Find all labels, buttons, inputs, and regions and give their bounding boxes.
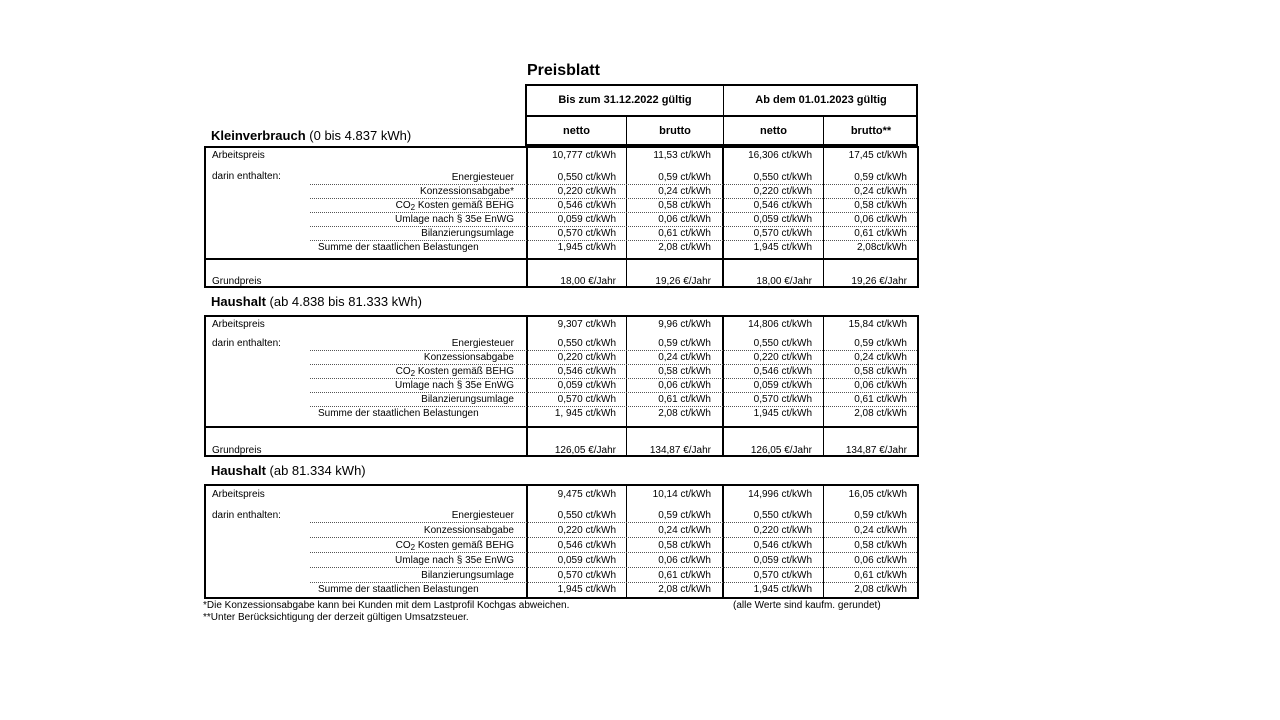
summe-brutto-2023: 2,08ct/kWh [856, 242, 907, 253]
grundpreis-netto-2023: 18,00 €/Jahr [756, 276, 812, 287]
umlage-brutto-2023: 0,06 ct/kWh [854, 380, 907, 391]
co2-kosten-label: $CO_2$ Kosten gemäß BEHG [395, 200, 514, 212]
umlage-brutto-2023: 0,06 ct/kWh [854, 555, 907, 566]
bilanz-brutto-2022: 0,61 ct/kWh [658, 228, 711, 239]
bilanz-netto-2023: 0,570 ct/kWh [753, 228, 812, 239]
summe-netto-2022: 1,945 ct/kWh [557, 242, 616, 253]
arbeitspreis-label: Arbeitspreis [212, 489, 265, 500]
umlage-netto-2023: 0,059 ct/kWh [753, 555, 812, 566]
umlage-brutto-2023: 0,06 ct/kWh [854, 214, 907, 225]
konzession-netto-2022: 0,220 ct/kWh [557, 525, 616, 536]
co2-kosten-label: $CO_2$ Kosten gemäß BEHG [395, 366, 514, 378]
bilanz-netto-2022: 0,570 ct/kWh [557, 570, 616, 581]
konzession-netto-2022: 0,220 ct/kWh [557, 352, 616, 363]
konzession-brutto-2022: 0,24 ct/kWh [658, 186, 711, 197]
co2-netto-2022: 0,546 ct/kWh [557, 200, 616, 211]
arbeitspreis-netto-2023: 14,996 ct/kWh [748, 489, 812, 500]
konzession-brutto-2023: 0,24 ct/kWh [854, 352, 907, 363]
umlage-netto-2022: 0,059 ct/kWh [557, 555, 616, 566]
arbeitspreis-netto-2022: 9,307 ct/kWh [557, 319, 616, 330]
co2-netto-2022: 0,546 ct/kWh [557, 540, 616, 551]
co2-brutto-2023: 0,58 ct/kWh [854, 200, 907, 211]
energiesteuer-netto-2023: 0,550 ct/kWh [753, 338, 812, 349]
arbeitspreis-netto-2022: 10,777 ct/kWh [552, 150, 616, 161]
summe-brutto-2023: 2,08 ct/kWh [854, 584, 907, 595]
bilanz-netto-2023: 0,570 ct/kWh [753, 394, 812, 405]
bilanz-brutto-2023: 0,61 ct/kWh [854, 570, 907, 581]
arbeitspreis-brutto-2022: 9,96 ct/kWh [658, 319, 711, 330]
bilanz-brutto-2022: 0,61 ct/kWh [658, 570, 711, 581]
summe-brutto-2022: 2,08 ct/kWh [658, 408, 711, 419]
arbeitspreis-netto-2022: 9,475 ct/kWh [557, 489, 616, 500]
summe-label: Summe der staatlichen Belastungen [318, 242, 479, 253]
energiesteuer-netto-2022: 0,550 ct/kWh [557, 510, 616, 521]
energiesteuer-brutto-2022: 0,59 ct/kWh [658, 172, 711, 183]
energiesteuer-label: Energiesteuer [451, 510, 514, 521]
arbeitspreis-brutto-2022: 10,14 ct/kWh [652, 489, 711, 500]
brutto-header-2023: brutto** [850, 125, 892, 137]
arbeitspreis-label: Arbeitspreis [212, 150, 265, 161]
co2-brutto-2022: 0,58 ct/kWh [658, 540, 711, 551]
summe-label: Summe der staatlichen Belastungen [318, 584, 479, 595]
konzession-netto-2022: 0,220 ct/kWh [557, 186, 616, 197]
energiesteuer-brutto-2022: 0,59 ct/kWh [658, 338, 711, 349]
price-table-haushalt-2 [204, 484, 919, 599]
grundpreis-netto-2022: 18,00 €/Jahr [560, 276, 616, 287]
umlage-netto-2022: 0,059 ct/kWh [557, 380, 616, 391]
summe-netto-2022: 1,945 ct/kWh [557, 584, 616, 595]
bilanzierungsumlage-label: Bilanzierungsumlage [421, 228, 514, 239]
grundpreis-label: Grundpreis [212, 445, 262, 456]
energiesteuer-brutto-2023: 0,59 ct/kWh [854, 172, 907, 183]
grundpreis-brutto-2023: 19,26 €/Jahr [851, 276, 907, 287]
konzessionsabgabe-label: Konzessionsabgabe* [420, 186, 514, 197]
co2-kosten-label: $CO_2$ Kosten gemäß BEHG [395, 540, 514, 552]
konzessionsabgabe-label: Konzessionsabgabe [423, 352, 514, 363]
period-2023-label: Ab dem 01.01.2023 gültig [755, 94, 887, 106]
summe-netto-2023: 1,945 ct/kWh [753, 408, 812, 419]
umlage-netto-2023: 0,059 ct/kWh [753, 380, 812, 391]
netto-header-2023: netto [760, 125, 787, 137]
arbeitspreis-brutto-2023: 17,45 ct/kWh [848, 150, 907, 161]
co2-netto-2023: 0,546 ct/kWh [753, 366, 812, 377]
umlage-brutto-2022: 0,06 ct/kWh [658, 380, 711, 391]
konzessionsabgabe-label: Konzessionsabgabe [423, 525, 514, 536]
summe-label: Summe der staatlichen Belastungen [318, 408, 479, 419]
konzession-netto-2023: 0,220 ct/kWh [753, 186, 812, 197]
grundpreis-brutto-2023: 134,87 €/Jahr [845, 445, 907, 456]
co2-netto-2022: 0,546 ct/kWh [557, 366, 616, 377]
netto-brutto-header [525, 115, 918, 146]
grundpreis-brutto-2022: 134,87 €/Jahr [649, 445, 711, 456]
arbeitspreis-label: Arbeitspreis [212, 319, 265, 330]
darin-enthalten-label: darin enthalten: [212, 171, 281, 182]
umlage-brutto-2022: 0,06 ct/kWh [658, 555, 711, 566]
konzession-netto-2023: 0,220 ct/kWh [753, 352, 812, 363]
summe-brutto-2022: 2,08 ct/kWh [658, 242, 711, 253]
umlage-netto-2022: 0,059 ct/kWh [557, 214, 616, 225]
arbeitspreis-brutto-2023: 16,05 ct/kWh [848, 489, 907, 500]
energiesteuer-netto-2023: 0,550 ct/kWh [753, 510, 812, 521]
darin-enthalten-label: darin enthalten: [212, 338, 281, 349]
co2-brutto-2023: 0,58 ct/kWh [854, 366, 907, 377]
bilanz-netto-2022: 0,570 ct/kWh [557, 394, 616, 405]
page-title: Preisblatt [527, 62, 600, 79]
energiesteuer-netto-2022: 0,550 ct/kWh [557, 338, 616, 349]
footnote-konzession: *Die Konzessionsabgabe kann bei Kunden mit dem Lastprofil Kochgas abweichen. [203, 600, 570, 611]
energiesteuer-label: Energiesteuer [451, 172, 514, 183]
co2-brutto-2022: 0,58 ct/kWh [658, 200, 711, 211]
konzession-brutto-2023: 0,24 ct/kWh [854, 525, 907, 536]
period-header [525, 84, 918, 115]
umlage-label: Umlage nach § 35e EnWG [395, 555, 514, 566]
bilanzierungsumlage-label: Bilanzierungsumlage [421, 394, 514, 405]
period-2022-label: Bis zum 31.12.2022 gültig [558, 94, 692, 106]
arbeitspreis-netto-2023: 14,806 ct/kWh [748, 319, 812, 330]
section-title-haushalt-2: Haushalt (ab 81.334 kWh) [211, 463, 366, 478]
grundpreis-label: Grundpreis [212, 276, 262, 287]
bilanz-brutto-2023: 0,61 ct/kWh [854, 228, 907, 239]
grundpreis-brutto-2022: 19,26 €/Jahr [655, 276, 711, 287]
bilanz-brutto-2023: 0,61 ct/kWh [854, 394, 907, 405]
umlage-netto-2023: 0,059 ct/kWh [753, 214, 812, 225]
energiesteuer-netto-2022: 0,550 ct/kWh [557, 172, 616, 183]
energiesteuer-brutto-2022: 0,59 ct/kWh [658, 510, 711, 521]
konzession-netto-2023: 0,220 ct/kWh [753, 525, 812, 536]
arbeitspreis-brutto-2023: 15,84 ct/kWh [848, 319, 907, 330]
umlage-label: Umlage nach § 35e EnWG [395, 380, 514, 391]
footnote-umsatzsteuer: **Unter Berücksichtigung der derzeit gültigen Umsatzsteuer. [203, 612, 469, 623]
bilanz-brutto-2022: 0,61 ct/kWh [658, 394, 711, 405]
konzession-brutto-2022: 0,24 ct/kWh [658, 525, 711, 536]
co2-brutto-2023: 0,58 ct/kWh [854, 540, 907, 551]
footnote-rounding: (alle Werte sind kaufm. gerundet) [733, 600, 881, 611]
grundpreis-netto-2022: 126,05 €/Jahr [554, 445, 616, 456]
umlage-label: Umlage nach § 35e EnWG [395, 214, 514, 225]
summe-netto-2023: 1,945 ct/kWh [753, 242, 812, 253]
summe-brutto-2022: 2,08 ct/kWh [658, 584, 711, 595]
energiesteuer-brutto-2023: 0,59 ct/kWh [854, 338, 907, 349]
energiesteuer-netto-2023: 0,550 ct/kWh [753, 172, 812, 183]
brutto-header-2022: brutto [659, 125, 691, 137]
konzession-brutto-2023: 0,24 ct/kWh [854, 186, 907, 197]
co2-brutto-2022: 0,58 ct/kWh [658, 366, 711, 377]
netto-header-2022: netto [563, 125, 590, 137]
konzession-brutto-2022: 0,24 ct/kWh [658, 352, 711, 363]
darin-enthalten-label: darin enthalten: [212, 510, 281, 521]
co2-netto-2023: 0,546 ct/kWh [753, 200, 812, 211]
co2-netto-2023: 0,546 ct/kWh [753, 540, 812, 551]
energiesteuer-brutto-2023: 0,59 ct/kWh [854, 510, 907, 521]
bilanz-netto-2022: 0,570 ct/kWh [557, 228, 616, 239]
section-title-haushalt-1: Haushalt (ab 4.838 bis 81.333 kWh) [211, 294, 422, 309]
arbeitspreis-netto-2023: 16,306 ct/kWh [748, 150, 812, 161]
summe-netto-2022: 1, 945 ct/kWh [554, 408, 616, 419]
grundpreis-netto-2023: 126,05 €/Jahr [750, 445, 812, 456]
price-table-haushalt-1 [204, 315, 919, 457]
bilanz-netto-2023: 0,570 ct/kWh [753, 570, 812, 581]
summe-netto-2023: 1,945 ct/kWh [753, 584, 812, 595]
summe-brutto-2023: 2,08 ct/kWh [854, 408, 907, 419]
section-title-kleinverbrauch: Kleinverbrauch (0 bis 4.837 kWh) [211, 128, 412, 143]
energiesteuer-label: Energiesteuer [451, 338, 514, 349]
arbeitspreis-brutto-2022: 11,53 ct/kWh [653, 150, 711, 161]
bilanzierungsumlage-label: Bilanzierungsumlage [421, 570, 514, 581]
price-table-kleinverbrauch [204, 146, 919, 288]
umlage-brutto-2022: 0,06 ct/kWh [658, 214, 711, 225]
